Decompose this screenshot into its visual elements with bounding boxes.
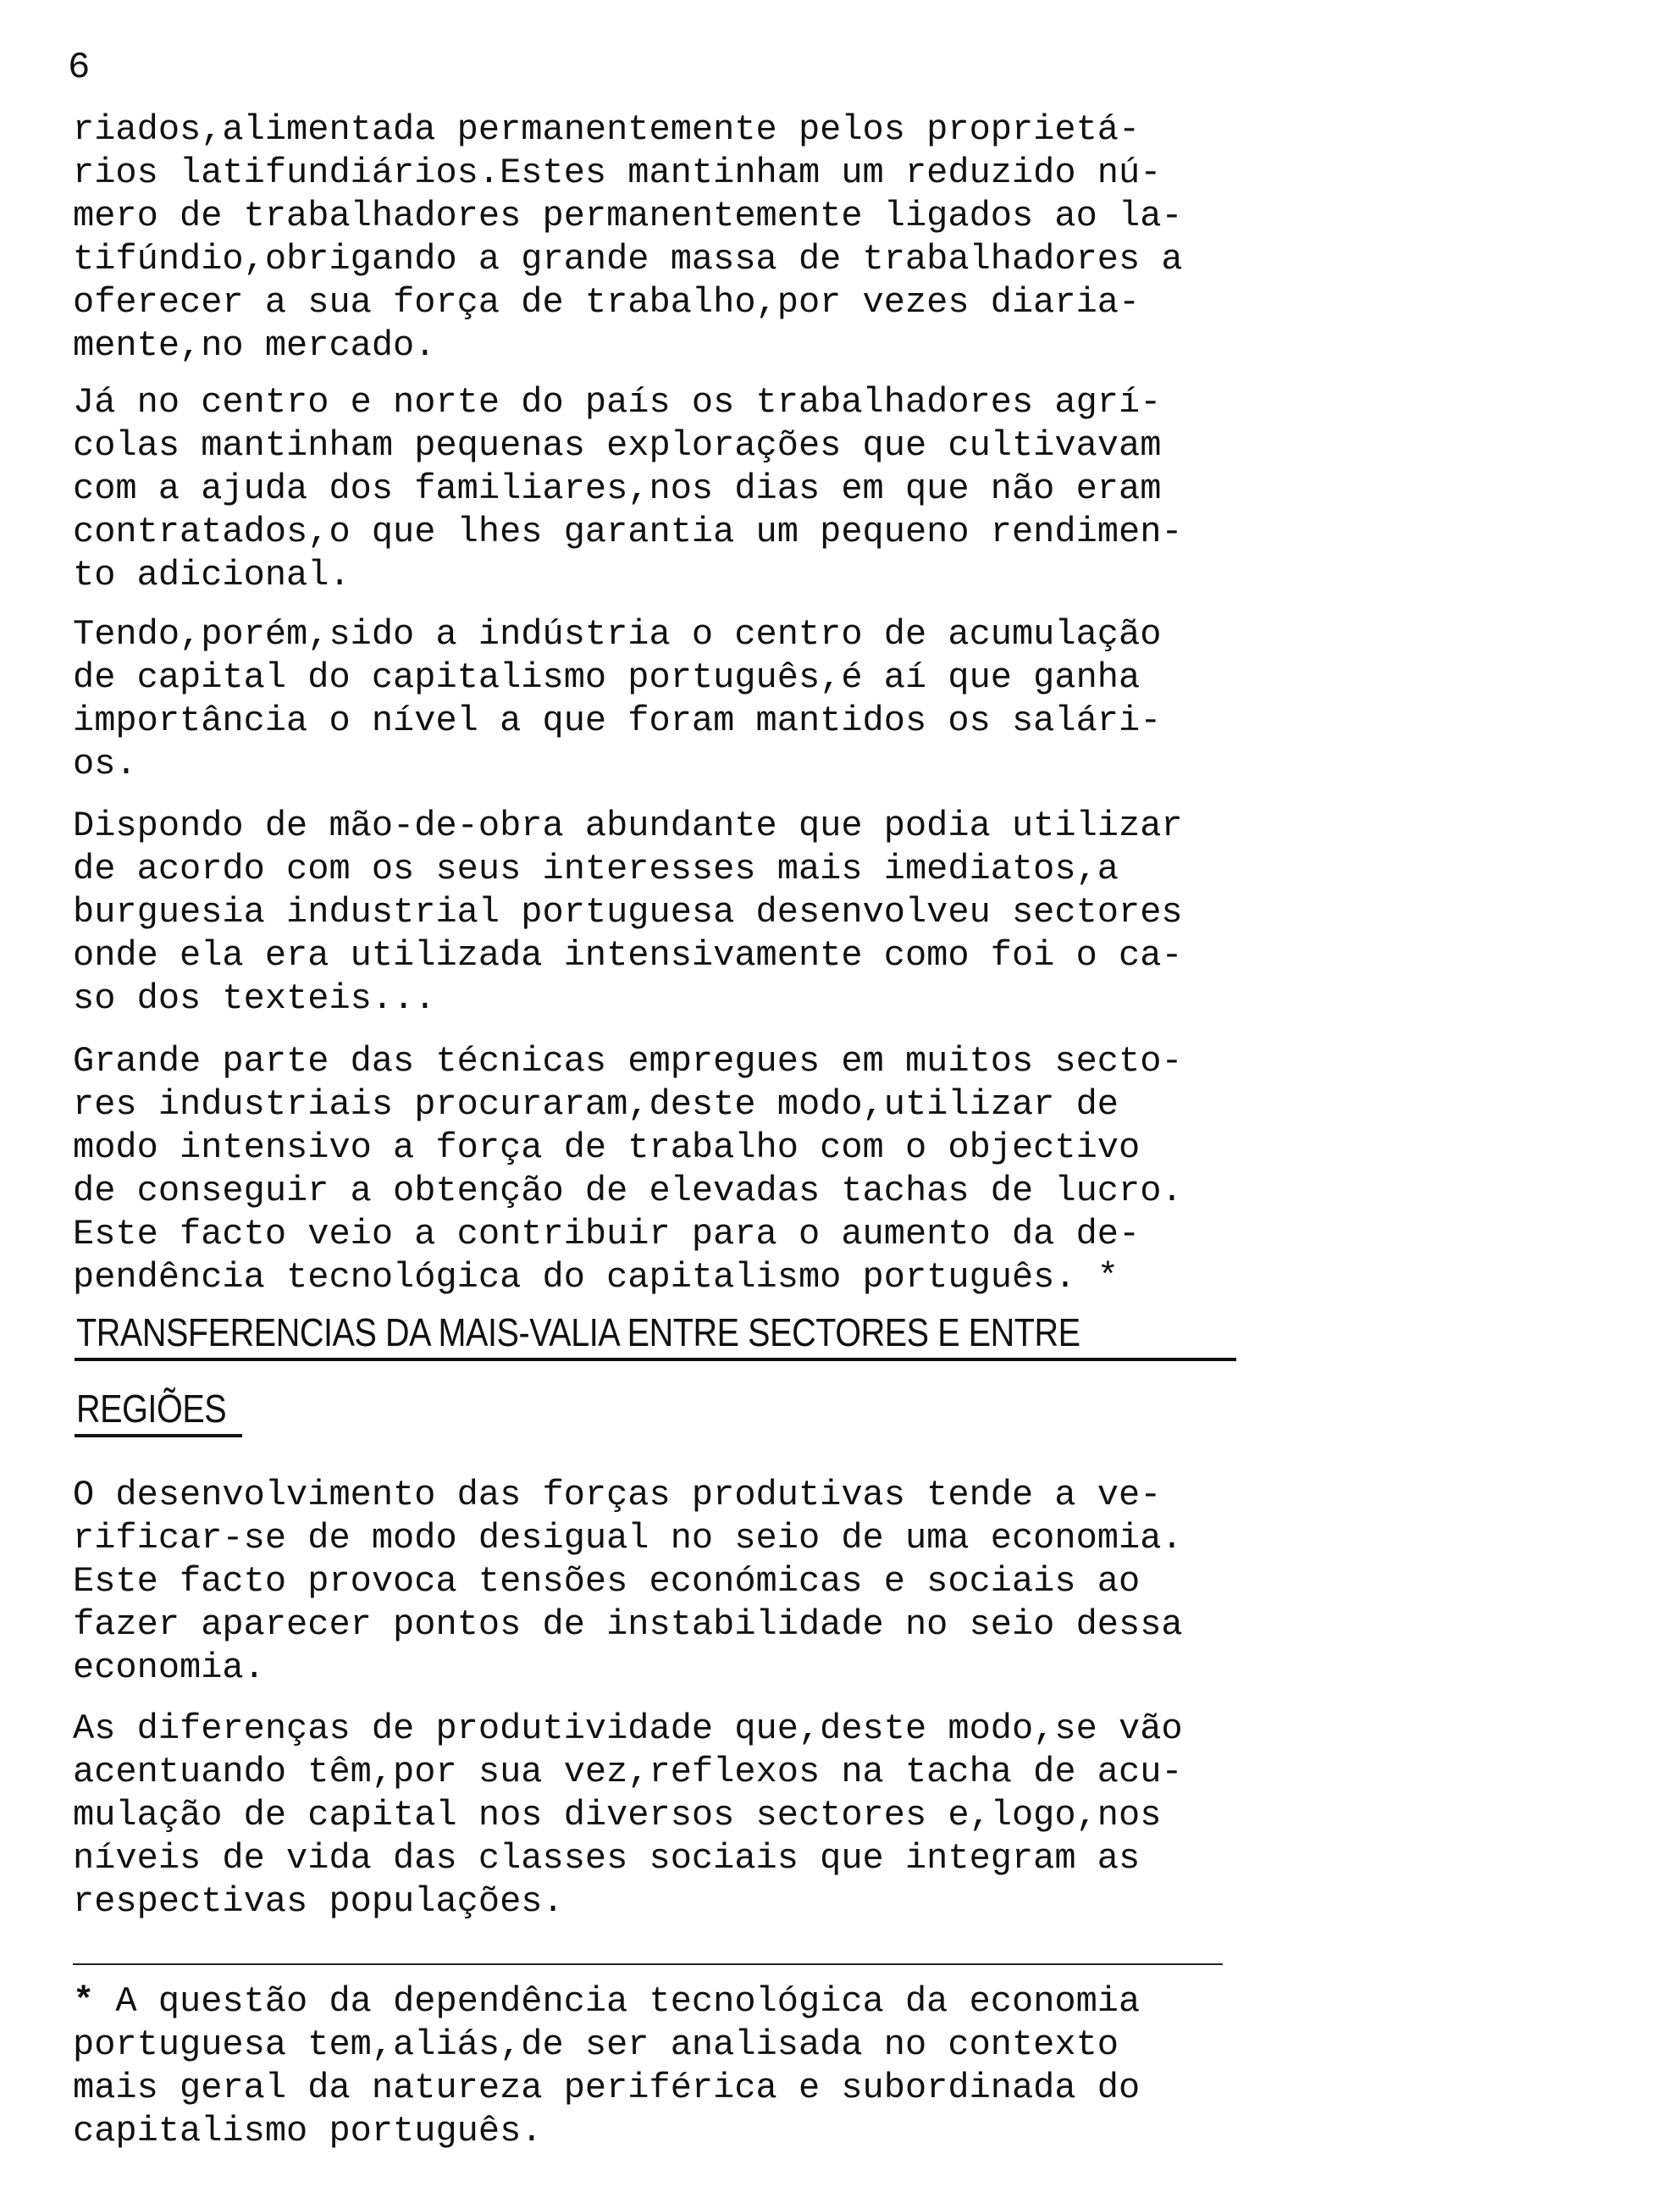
text-line: modo intensivo a força de trabalho com o objectivo [73, 1127, 1141, 1168]
section-heading-line2: REGIÕES [76, 1387, 227, 1431]
text-line: níveis de vida das classes sociais que integram as [73, 1838, 1141, 1879]
paragraph-latifundios [73, 108, 1241, 368]
text-line: oferecer a sua força de trabalho,por vezes diaria- [73, 282, 1141, 323]
text-line: res industriais procuraram,deste modo,utilizar de [73, 1084, 1119, 1125]
heading-underline [75, 1434, 242, 1437]
text-line: economia. [73, 1647, 265, 1688]
text-line: Grande parte das técnicas empregues em muitos secto- [73, 1041, 1183, 1082]
text-line: Este facto veio a contribuir para o aumento da de- [73, 1214, 1141, 1254]
text-line: mente,no mercado. [73, 325, 436, 366]
text-line: riados,alimentada permanentemente pelos proprietá- [73, 109, 1141, 150]
text-line: onde ela era utilizada intensivamente como foi o ca- [73, 935, 1183, 976]
text-line: rificar-se de modo desigual no seio de uma economia. [73, 1518, 1183, 1558]
text-line: contratados,o que lhes garantia um pequeno rendimen- [73, 512, 1183, 552]
page-number: 6 [68, 47, 91, 89]
paragraph-produtividade [73, 1708, 1241, 1924]
footnote-separator [73, 1963, 1223, 1965]
text-line: so dos texteis... [73, 978, 436, 1019]
text-line: de capital do capitalismo português,é aí que ganha [73, 657, 1141, 698]
text-line: pendência tecnológica do capitalismo português. * [73, 1257, 1119, 1298]
paragraph-centro-norte [73, 381, 1241, 597]
text-line: mero de trabalhadores permanentemente ligados ao la- [73, 196, 1183, 236]
section-heading-line1: TRANSFERENCIAS DA MAIS-VALIA ENTRE SECTORES E ENTRE [76, 1310, 1080, 1354]
text-line: Este facto provoca tensões económicas e sociais ao [73, 1561, 1141, 1602]
text-line: colas mantinham pequenas explorações que cultivavam [73, 425, 1162, 466]
text-line: importância o nível a que foram mantidos os salári- [73, 700, 1162, 741]
text-line: burguesia industrial portuguesa desenvolveu sectores [73, 892, 1183, 933]
text-line: rios latifundiários.Estes mantinham um reduzido nú- [73, 152, 1162, 193]
text-line: As diferenças de produtividade que,deste modo,se vão [73, 1708, 1183, 1749]
text-line: fazer aparecer pontos de instabilidade no seio dessa [73, 1604, 1183, 1645]
paragraph-forcas-produtivas [73, 1474, 1241, 1690]
footnote-line: portuguesa tem,aliás,de ser analisada no contexto [73, 2024, 1119, 2065]
text-line: respectivas populações. [73, 1881, 564, 1922]
text-line: com a ajuda dos familiares,nos dias em que não eram [73, 468, 1162, 509]
text-line: Tendo,porém,sido a indústria o centro de acumulação [73, 614, 1162, 655]
footnote-line: capitalismo português. [73, 2111, 543, 2151]
paragraph-industria [73, 613, 1241, 786]
footnote [73, 1980, 1241, 2153]
text-line: O desenvolvimento das forças produtivas tende a ve- [73, 1475, 1162, 1515]
text-line: os. [73, 744, 137, 784]
text-line: de acordo com os seus interesses mais imediatos,a [73, 849, 1119, 889]
text-line: mulação de capital nos diversos sectores e,logo,nos [73, 1795, 1162, 1835]
paragraph-mao-de-obra [73, 805, 1241, 1021]
text-line: Já no centro e norte do país os trabalhadores agrí- [73, 382, 1162, 423]
heading-underline [75, 1358, 1236, 1361]
text-line: de conseguir a obtenção de elevadas tachas de lucro. [73, 1171, 1183, 1211]
footnote-line: mais geral da natureza periférica e subordinada do [73, 2068, 1141, 2108]
text-line: Dispondo de mão-de-obra abundante que podia utilizar [73, 806, 1183, 846]
text-line: to adicional. [73, 555, 351, 595]
footnote-line [73, 1980, 1241, 2024]
text-line: tifúndio,obrigando a grande massa de trabalhadores a [73, 239, 1183, 280]
footnote-text: A questão da dependência tecnológica da economia [94, 1981, 1141, 2022]
text-line: acentuando têm,por sua vez,reflexos na tacha de acu- [73, 1752, 1183, 1792]
footnote-marker: * [73, 1981, 95, 2022]
paragraph-tecnicas [73, 1040, 1241, 1299]
